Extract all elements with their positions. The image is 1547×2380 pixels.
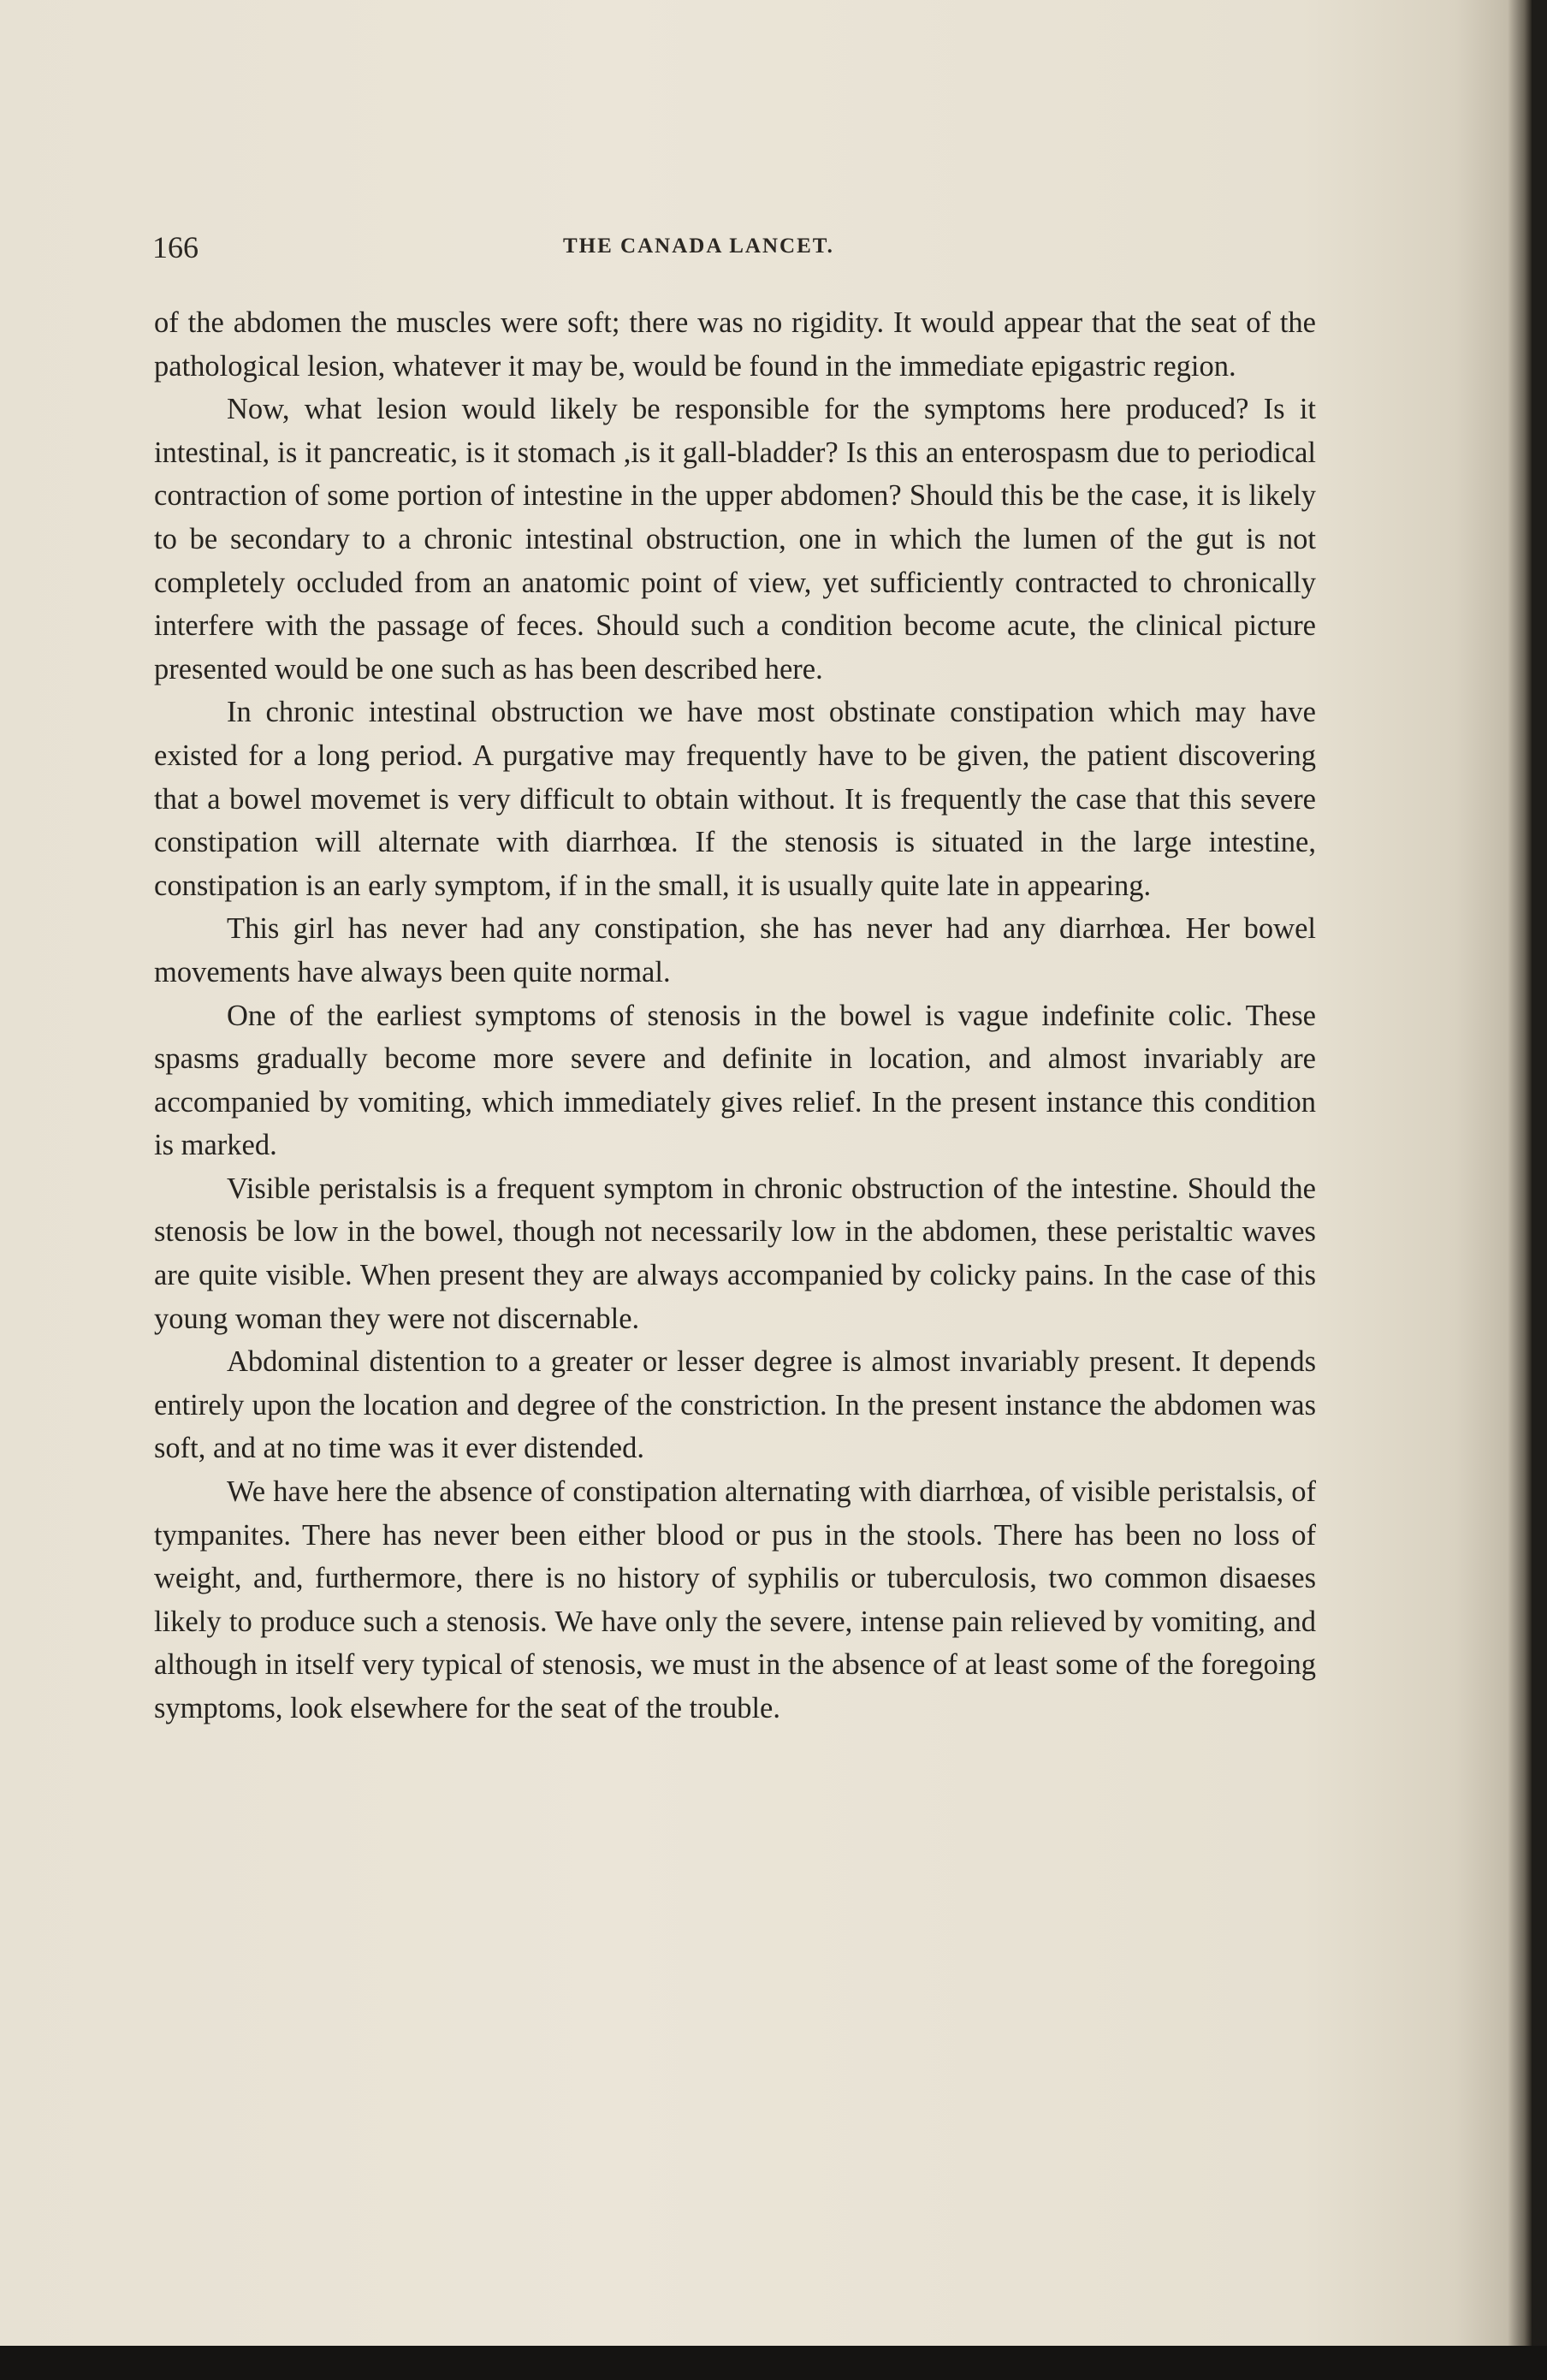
- paragraph: We have here the absence of constipation alternating with diarrhœa, of visible peristalsis, of tympanites. There has never been either blood or pus in the stools. There has been no loss of weight, and, furthermore, there is no history of syphilis or tuberculosis, two common disaeses likely to produce such a stenosis. We have only the severe, intense pain relieved by vomiting, and although in itself very typical of stenosis, we must in the absence of at least some of the foregoing symptoms, look elsewhere for the seat of the trouble.: [154, 1475, 1316, 1724]
- paragraph: This girl has never had any constipation, she has never had any diarrhœa. Her bowel movements have always been quite normal.: [154, 912, 1316, 988]
- body-text: [154, 301, 1316, 1730]
- page-number: 166: [152, 230, 199, 264]
- paragraph: Now, what lesion would likely be responsible for the symptoms here produced? Is it intestinal, is it pancreatic, is it stomach ,is it gall-bladder? Is this an enterospasm due to periodical contraction of some portion of intestine in the upper abdomen? Should this be the case, it is likely to be secondary to a chronic intestinal obstruction, one in which the lumen of the gut is not completely occluded from an anatomic point of view, yet sufficiently contracted to chronically interfere with the passage of feces. Should such a condition become acute, the clinical picture presented would be one such as has been described here.: [154, 393, 1316, 686]
- scan-bottom-edge: [0, 2346, 1547, 2380]
- paragraph: Abdominal distention to a greater or lesser degree is almost invariably present. It depends entirely upon the location and degree of the constriction. In the present instance the abdomen was soft, and at no time was it ever distended.: [154, 1345, 1316, 1465]
- page-header: [152, 229, 1316, 267]
- paragraph: Visible peristalsis is a frequent symptom in chronic obstruction of the intestine. Should the stenosis be low in the bowel, though not necessarily low in the abdomen, these peristaltic waves are quite visible. When present they are always accompanied by colicky pains. In the case of this young woman they were not discernable.: [154, 1172, 1316, 1335]
- paragraph: In chronic intestinal obstruction we have most obstinate constipation which may have existed for a long period. A purgative may frequently have to be given, the patient discovering that a bowel movemet is very difficult to obtain without. It is frequently the case that this severe constipation will alternate with diarrhœa. If the stenosis is situated in the large intestine, constipation is an early symptom, if in the small, it is usually quite late in appearing.: [154, 696, 1316, 902]
- running-title: THE CANADA LANCET.: [563, 234, 834, 258]
- paragraph: One of the earliest symptoms of stenosis in the bowel is vague indefinite colic. These spasms gradually become more severe and definite in location, and almost invariably are accompanied by vomiting, which immediately gives relief. In the present instance this condition is marked.: [154, 999, 1316, 1162]
- binding-shadow: [1508, 0, 1532, 2349]
- paragraph: of the abdomen the muscles were soft; there was no rigidity. It would appear that the seat of the pathological lesion, whatever it may be, would be found in the immediate epigastric region.: [154, 306, 1316, 383]
